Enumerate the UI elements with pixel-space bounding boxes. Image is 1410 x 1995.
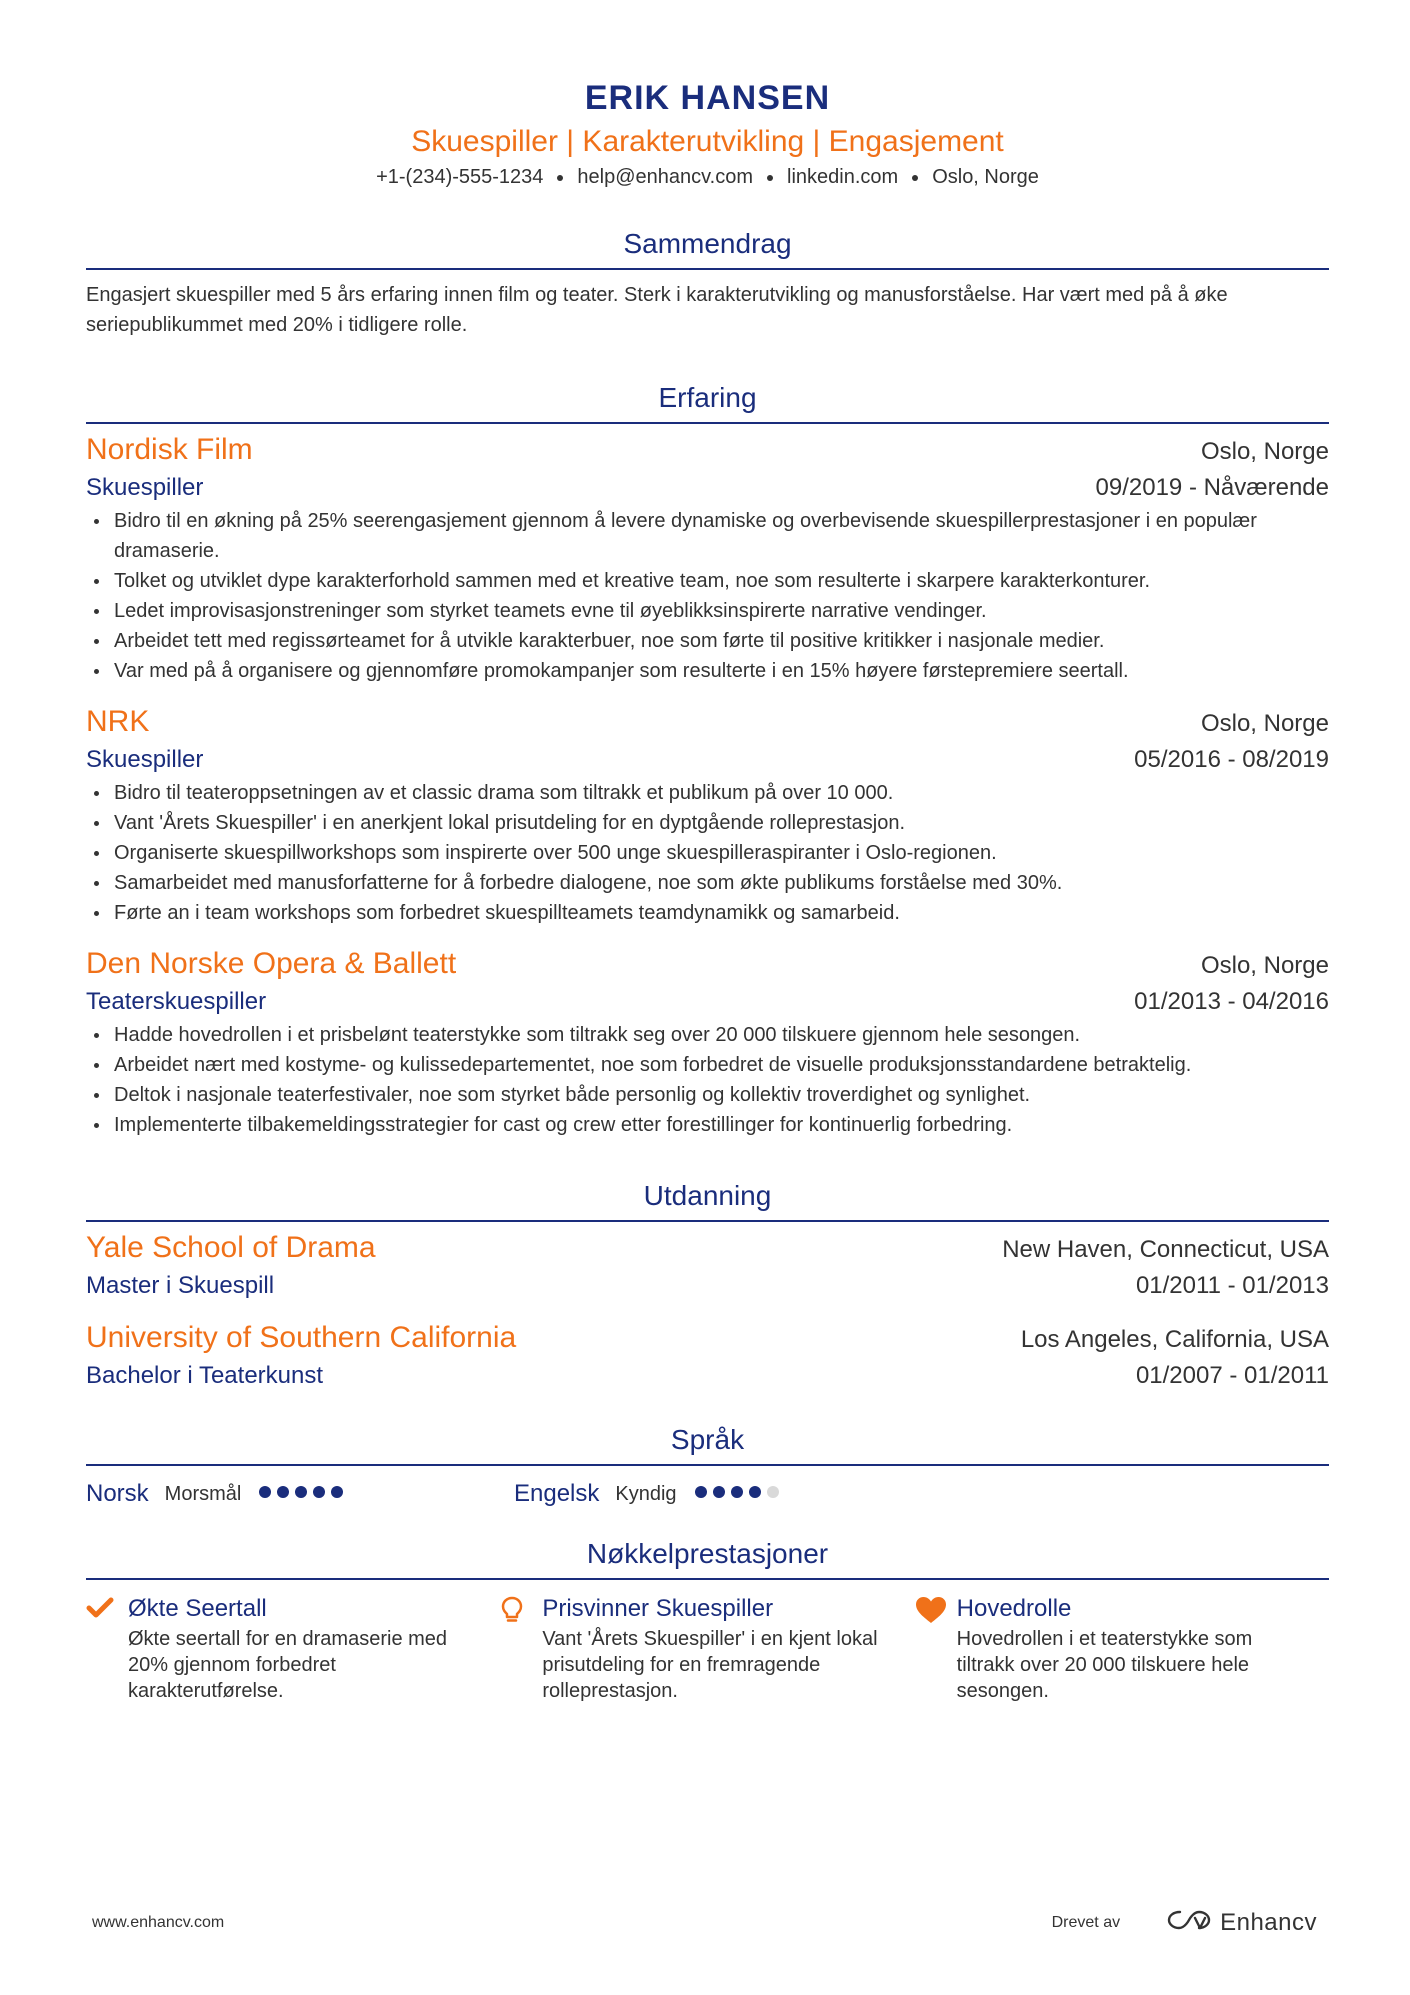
job-header-row xyxy=(86,944,1329,984)
separator-dot xyxy=(912,175,918,181)
languages-row xyxy=(86,1480,1329,1508)
job-bullet: Bidro til en økning på 25% seerengasjement gjennom å levere dynamiske og overbevisende skuespillerprestasjoner i en populær dramaserie. xyxy=(86,506,1329,566)
job-dates: 01/2013 - 04/2016 xyxy=(1134,988,1329,1015)
rating-dot-filled xyxy=(277,1486,289,1498)
job-bullet: Arbeidet tett med regissørteamet for å utvikle karakterbuer, noe som førte til positive kritikker i nasjonale medier. xyxy=(86,626,1329,656)
rating-dot-filled xyxy=(259,1486,271,1498)
resume-page xyxy=(86,0,1329,1704)
job-role-row xyxy=(86,984,1329,1020)
rating-dot-empty xyxy=(767,1486,779,1498)
achievement-item xyxy=(500,1592,914,1704)
job-bullet: Implementerte tilbakemeldingsstrategier for cast og crew etter forestillinger for kontinuerlig forbedring. xyxy=(86,1110,1329,1140)
candidate-tagline: Skuespiller | Karakterutvikling | Engasjement xyxy=(411,125,1004,158)
achievement-item xyxy=(915,1592,1329,1704)
job-bullet: Førte an i team workshops som forbedret skuespillteamets teamdynamikk og samarbeid. xyxy=(86,898,1329,928)
job-role: Skuespiller xyxy=(86,746,204,773)
rating-dot-filled xyxy=(295,1486,307,1498)
section-title-summary: Sammendrag xyxy=(623,228,792,259)
job-company: Den Norske Opera & Ballett xyxy=(86,947,457,980)
language-name: Engelsk xyxy=(514,1480,600,1507)
lightbulb-icon xyxy=(500,1592,542,1704)
job-entry xyxy=(86,430,1329,686)
footer-branding xyxy=(1052,1908,1317,1937)
education-degree-row xyxy=(86,1268,1329,1304)
education-entry xyxy=(86,1228,1329,1304)
job-bullet: Bidro til teateroppsetningen av et classic drama som tiltrakk et publikum på over 10 000. xyxy=(86,778,1329,808)
education-header-row xyxy=(86,1318,1329,1358)
contact-line xyxy=(86,162,1329,192)
education-school: University of Southern California xyxy=(86,1321,517,1354)
achievement-description: Hovedrollen i et teaterstykke som tiltrakk over 20 000 tilskuere hele sesongen. xyxy=(956,1628,1253,1702)
education-degree: Bachelor i Teaterkunst xyxy=(86,1362,324,1389)
job-location: Oslo, Norge xyxy=(1200,710,1329,737)
rating-dot-filled xyxy=(713,1486,725,1498)
achievement-item xyxy=(86,1592,500,1704)
achievement-title: Prisvinner Skuespiller xyxy=(542,1595,774,1622)
achievement-title: Hovedrolle xyxy=(956,1595,1072,1622)
rating-dot-filled xyxy=(695,1486,707,1498)
language-level: Kyndig xyxy=(615,1482,677,1505)
section-title-experience: Erfaring xyxy=(658,382,757,413)
experience-section xyxy=(86,378,1329,1140)
section-title-achievements: Nøkkelprestasjoner xyxy=(586,1538,829,1569)
job-bullets xyxy=(86,506,1329,686)
job-bullet: Vant 'Årets Skuespiller' i en anerkjent lokal prisutdeling for en dyptgående rolleprestasjon. xyxy=(86,808,1329,838)
resume-header xyxy=(86,0,1329,192)
education-degree-row xyxy=(86,1358,1329,1394)
rating-dot-filled xyxy=(331,1486,343,1498)
language-rating xyxy=(259,1485,349,1503)
job-role: Teaterskuespiller xyxy=(86,988,267,1015)
footer-url[interactable]: www.enhancv.com xyxy=(92,1913,225,1931)
section-divider xyxy=(86,268,1329,270)
education-location: Los Angeles, California, USA xyxy=(1020,1326,1329,1353)
job-bullet: Samarbeidet med manusforfatterne for å forbedre dialogene, noe som økte publikums forståelse med 30%. xyxy=(86,868,1329,898)
job-location: Oslo, Norge xyxy=(1200,952,1329,979)
job-entry xyxy=(86,944,1329,1140)
education-entry xyxy=(86,1318,1329,1394)
summary-section xyxy=(86,224,1329,340)
job-bullet: Deltok i nasjonale teaterfestivaler, noe som styrket både personlig og kollektiv troverdighet og synlighet. xyxy=(86,1080,1329,1110)
education-school: Yale School of Drama xyxy=(86,1231,376,1264)
language-item xyxy=(86,1480,514,1508)
section-divider xyxy=(86,1464,1329,1466)
job-company: Nordisk Film xyxy=(86,433,253,466)
job-dates: 05/2016 - 08/2019 xyxy=(1134,746,1329,773)
job-bullet: Var med på å organisere og gjennomføre promokampanjer som resulterte i en 15% høyere førstepremiere seertall. xyxy=(86,656,1329,686)
contact-email[interactable]: help@enhancv.com xyxy=(577,166,754,188)
summary-text: Engasjert skuespiller med 5 års erfaring innen film og teater. Sterk i karakterutvikling og manusforståelse. Har vært med på å øke seriepublikummet med 20% i tidligere rolle. xyxy=(86,284,1228,336)
education-dates: 01/2007 - 01/2011 xyxy=(1135,1362,1329,1389)
language-item xyxy=(514,1480,942,1508)
education-location: New Haven, Connecticut, USA xyxy=(1002,1236,1329,1263)
education-dates: 01/2011 - 01/2013 xyxy=(1135,1272,1329,1299)
job-entry xyxy=(86,702,1329,928)
job-company: NRK xyxy=(86,705,150,738)
powered-by-label: Drevet av xyxy=(1051,1913,1121,1931)
job-bullet: Arbeidet nært med kostyme- og kulissedepartementet, noe som forbedret de visuelle produksjonsstandardene betraktelig. xyxy=(86,1050,1329,1080)
achievement-description: Økte seertall for en dramaserie med 20% gjennom forbedret karakterutførelse. xyxy=(128,1628,448,1702)
education-section xyxy=(86,1176,1329,1394)
brand-name: Enhancv xyxy=(1220,1908,1317,1936)
language-rating xyxy=(695,1485,785,1503)
job-bullet: Ledet improvisasjonstreninger som styrket teamets evne til øyeblikksinspirerte narrative vendinger. xyxy=(86,596,1329,626)
section-divider xyxy=(86,422,1329,424)
rating-dot-filled xyxy=(313,1486,325,1498)
job-dates: 09/2019 - Nåværende xyxy=(1095,474,1329,501)
languages-section xyxy=(86,1420,1329,1508)
check-icon xyxy=(86,1592,128,1704)
candidate-name: ERIK HANSEN xyxy=(584,79,831,117)
job-role: Skuespiller xyxy=(86,474,204,501)
job-bullets xyxy=(86,1020,1329,1140)
contact-phone: +1-(234)-555-1234 xyxy=(376,166,544,188)
job-bullet: Hadde hovedrollen i et prisbelønt teaterstykke som tiltrakk seg over 20 000 tilskuere gjennom hele sesongen. xyxy=(86,1020,1329,1050)
separator-dot xyxy=(557,175,563,181)
job-header-row xyxy=(86,430,1329,470)
language-name: Norsk xyxy=(86,1480,149,1507)
enhancv-logo-icon xyxy=(1166,1908,1212,1937)
separator-dot xyxy=(767,175,773,181)
section-title-languages: Språk xyxy=(670,1424,745,1455)
job-bullet: Organiserte skuespillworkshops som inspirerte over 500 unge skuespilleraspiranter i Oslo-regionen. xyxy=(86,838,1329,868)
achievement-title: Økte Seertall xyxy=(128,1595,267,1622)
job-location: Oslo, Norge xyxy=(1200,438,1329,465)
education-degree: Master i Skuespill xyxy=(86,1272,275,1299)
job-bullet: Tolket og utviklet dype karakterforhold sammen med et kreative team, noe som resulterte i skarpere karakterkonturer. xyxy=(86,566,1329,596)
education-header-row xyxy=(86,1228,1329,1268)
rating-dot-filled xyxy=(731,1486,743,1498)
job-role-row xyxy=(86,470,1329,506)
achievement-description: Vant 'Årets Skuespiller' i en kjent lokal prisutdeling for en fremragende rolleprestasjon. xyxy=(542,1628,878,1702)
rating-dot-filled xyxy=(749,1486,761,1498)
section-divider xyxy=(86,1220,1329,1222)
contact-linkedin[interactable]: linkedin.com xyxy=(787,166,899,188)
section-title-education: Utdanning xyxy=(643,1180,772,1211)
job-role-row xyxy=(86,742,1329,778)
section-divider xyxy=(86,1578,1329,1580)
page-footer xyxy=(92,1908,1317,1937)
job-bullets xyxy=(86,778,1329,928)
achievements-row xyxy=(86,1592,1329,1704)
contact-location: Oslo, Norge xyxy=(932,166,1039,188)
job-header-row xyxy=(86,702,1329,742)
language-level: Morsmål xyxy=(164,1482,242,1505)
heart-icon xyxy=(915,1592,957,1704)
achievements-section xyxy=(86,1534,1329,1704)
